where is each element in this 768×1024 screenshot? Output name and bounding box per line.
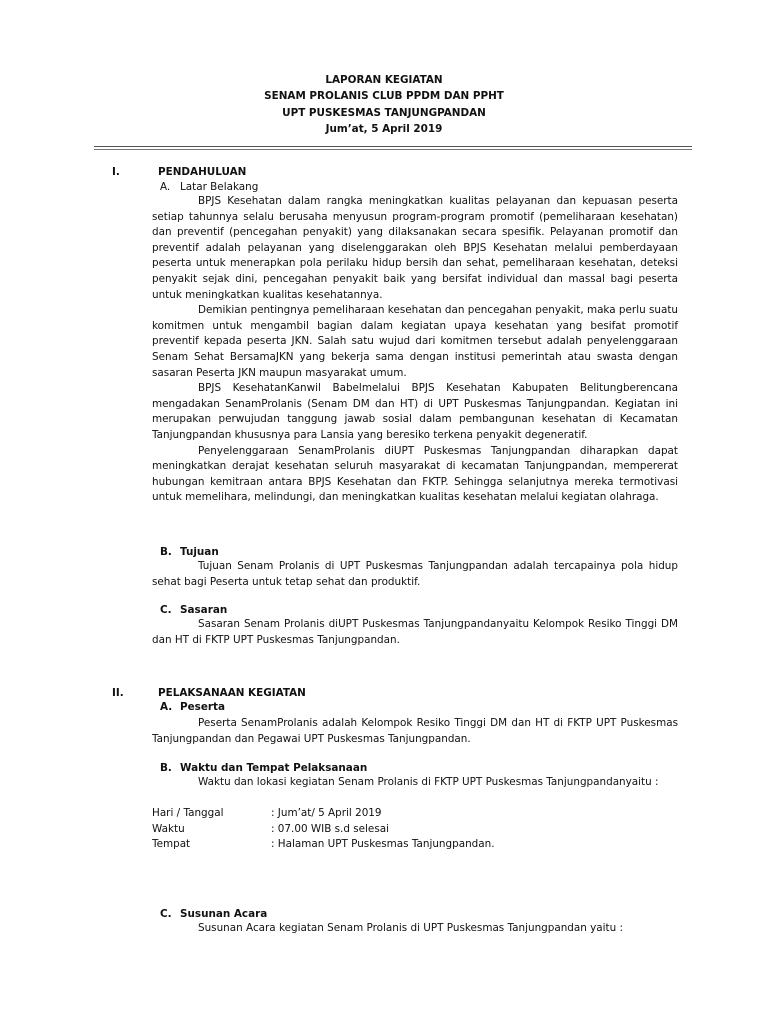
section-2b-letter: B. — [160, 762, 172, 774]
susunan-acara-paragraph: Susunan Acara kegiatan Senam Prolanis di UPT Puskesmas Tanjungpandan yaitu : — [198, 922, 624, 934]
detail-row-place — [152, 837, 495, 853]
section-1-title: PENDAHULUAN — [158, 166, 247, 178]
section-1a-letter: A. — [160, 181, 171, 193]
section-2c-letter: C. — [160, 908, 172, 920]
section-2-heading — [112, 687, 306, 699]
latar-belakang-paragraph-4: Penyelenggaraan SenamProlanis diUPT Puskesmas Tanjungpandan diharapkan dapat meningkatkan derajat kesehatan seluruh masyarakat di kecamatan Tanjungpandan, mempererat hubungan kemitraan antara BPJS Kesehatan dan FKTP. Sehingga selanjutnya mereka termotivasi untuk memelihara, melindungi, dan meningkatkan kualitas kesehatan melalui kegiatan olahraga. — [152, 444, 678, 504]
detail-value-date: : Jum’at/ 5 April 2019 — [271, 807, 382, 819]
section-1c-letter: C. — [160, 604, 172, 616]
title-line-2: SENAM PROLANIS CLUB PPDM DAN PPHT — [264, 90, 504, 103]
section-1c-heading — [160, 604, 227, 616]
section-1-number: I. — [112, 166, 120, 178]
title-divider-top — [94, 146, 692, 147]
latar-belakang-paragraph-1: BPJS Kesehatan dalam rangka meningkatkan kualitas pelayanan dan kepuasan peserta setiap tahunnya selalu berusaha menyusun program-program promotif (pemeliharaan kesehatan) dan preventif (pencegahan penyakit) yang dilaksanakan secara spesifik. Pelayanan promotif dan preventif adalah pelayanan yang diselenggarakan oleh BPJS Kesehatan melalui pemberdayaan peserta untuk menerapkan pola perilaku hidup bersih dan sehat, pemeliharaan kesehatan, deteksi penyakit sejak dini, pencegahan penyakit baik yang bersifat individual dan massal bagi peserta untuk meningkatkan kualitas kesehatannya. — [152, 195, 678, 301]
section-1b-title: Tujuan — [180, 546, 219, 558]
detail-row-time — [152, 822, 495, 838]
section-2c-heading — [160, 908, 267, 920]
section-1a-heading — [160, 181, 258, 193]
peserta-body — [152, 716, 678, 747]
section-1b-letter: B. — [160, 546, 172, 558]
section-2-number: II. — [112, 687, 124, 699]
section-1a-title: Latar Belakang — [180, 181, 259, 193]
section-1c-title: Sasaran — [180, 604, 228, 616]
section-2a-heading — [160, 701, 225, 713]
section-1-heading — [112, 166, 246, 178]
detail-label-time: Waktu — [152, 822, 185, 835]
peserta-paragraph: Peserta SenamProlanis adalah Kelompok Resiko Tinggi DM dan HT di FKTP UPT Puskesmas Tanjungpandan dan Pegawai UPT Puskesmas Tanjungpandan. — [152, 717, 678, 745]
detail-label-place: Tempat — [152, 838, 191, 851]
waktu-tempat-body — [152, 775, 678, 791]
sasaran-body — [152, 617, 678, 648]
waktu-tempat-paragraph: Waktu dan lokasi kegiatan Senam Prolanis di FKTP UPT Puskesmas Tanjungpandanyaitu : — [198, 776, 659, 788]
latar-belakang-body — [152, 194, 678, 506]
susunan-acara-body — [152, 921, 678, 937]
section-2b-title: Waktu dan Tempat Pelaksanaan — [180, 762, 368, 774]
title-line-3: UPT PUSKESMAS TANJUNGPANDAN — [282, 106, 486, 119]
title-divider-bottom — [94, 149, 692, 150]
tujuan-body — [152, 559, 678, 590]
title-line-1: LAPORAN KEGIATAN — [325, 74, 443, 86]
detail-value-time: : 07.00 WIB s.d selesai — [271, 822, 389, 835]
section-2a-letter: A. — [160, 701, 173, 713]
tujuan-paragraph: Tujuan Senam Prolanis di UPT Puskesmas Tanjungpandan adalah tercapainya pola hidup sehat bagi Peserta untuk tetap sehat dan produktif. — [152, 560, 678, 588]
waktu-tempat-details — [152, 806, 495, 853]
latar-belakang-paragraph-2: Demikian pentingnya pemeliharaan kesehatan dan pencegahan penyakit, maka perlu suatu komitmen untuk mengambil bagian dalam kegiatan upaya kesehatan yang besifat promotif preventif kepada peserta JKN. Salah satu wujud dari komitmen tersebut adalah penyelenggaraan Senam Sehat BersamaJKN yang bekerja sama dengan institusi pemerintah atau swasta dengan sasaran Peserta JKN maupun masyarakat umum. — [152, 304, 678, 379]
sasaran-paragraph: Sasaran Senam Prolanis diUPT Puskesmas Tanjungpandanyaitu Kelompok Resiko Tinggi DM dan HT di FKTP UPT Puskesmas Tanjungpandan. — [152, 618, 678, 646]
detail-value-place: : Halaman UPT Puskesmas Tanjungpandan. — [271, 838, 495, 851]
section-2-title: PELAKSANAAN KEGIATAN — [158, 687, 306, 699]
section-2a-title: Peserta — [180, 701, 225, 713]
latar-belakang-paragraph-3: BPJS KesehatanKanwil Babelmelalui BPJS Kesehatan Kabupaten Belitungberencana mengadakan SenamProlanis (Senam DM dan HT) di UPT Puskesmas Tanjungpandan. Kegiatan ini merupakan perwujudan tanggung jawab sosial dalam pembangunan kesehatan di Kecamatan Tanjungpandan khususnya para Lansia yang beresiko terkena penyakit degeneratif. — [152, 382, 678, 441]
title-date: Jum’at, 5 April 2019 — [325, 123, 443, 136]
section-2c-title: Susunan Acara — [180, 908, 268, 920]
document-title — [0, 72, 768, 138]
detail-row-date — [152, 806, 495, 822]
detail-label-date: Hari / Tanggal — [152, 807, 224, 819]
section-2b-heading — [160, 762, 367, 774]
section-1b-heading — [160, 546, 219, 558]
